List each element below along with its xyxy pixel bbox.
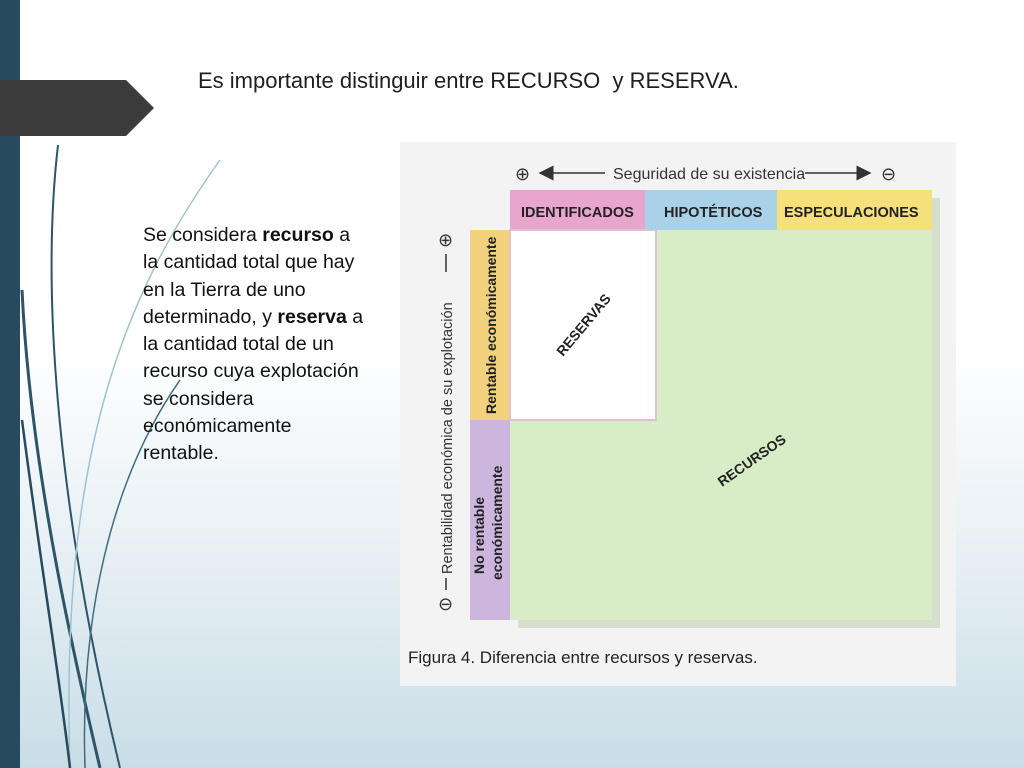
column-label-identificados: IDENTIFICADOS — [521, 205, 634, 221]
definition-paragraph — [143, 222, 365, 468]
definition-text-2: a la cantidad total que hay en la Tierra de uno determinado, y — [143, 224, 355, 328]
row-label-economicamente: económicamente — [489, 465, 505, 580]
top-axis-minus-icon: ⊖ — [881, 164, 897, 184]
left-axis-label: Rentabilidad económica de su explotación — [440, 302, 456, 574]
recursos-label: RECURSOS — [714, 430, 789, 490]
definition-text-3: a la cantidad total de un recurso cuya explotación se considera económicamente rentable. — [143, 305, 364, 465]
top-axis-label: Seguridad de su existencia — [613, 166, 806, 183]
slide-title: Es importante distinguir entre RECURSO y RESERVA. — [198, 68, 739, 93]
column-label-hipoteticos: HIPOTÉTICOS — [664, 205, 763, 221]
title-arrow-tab — [0, 80, 154, 136]
reservas-label: RESERVAS — [553, 290, 614, 359]
definition-text-1: Se considera — [143, 224, 263, 246]
term-recurso: recurso — [262, 224, 334, 246]
left-axis-plus-icon: ⊕ — [438, 230, 454, 250]
left-axis-minus-icon: ⊖ — [438, 594, 454, 614]
figure-diagram — [400, 142, 956, 642]
row-label-no-rentable: No rentable — [471, 496, 487, 574]
top-axis-plus-icon: ⊕ — [515, 164, 531, 184]
resources-reserves-figure — [400, 142, 956, 686]
column-label-especulaciones: ESPECULACIONES — [784, 205, 919, 221]
term-reserva: reserva — [277, 305, 347, 328]
figure-caption: Figura 4. Diferencia entre recursos y reservas. — [408, 648, 758, 667]
row-label-rentable: Rentable económicamente — [483, 236, 499, 414]
